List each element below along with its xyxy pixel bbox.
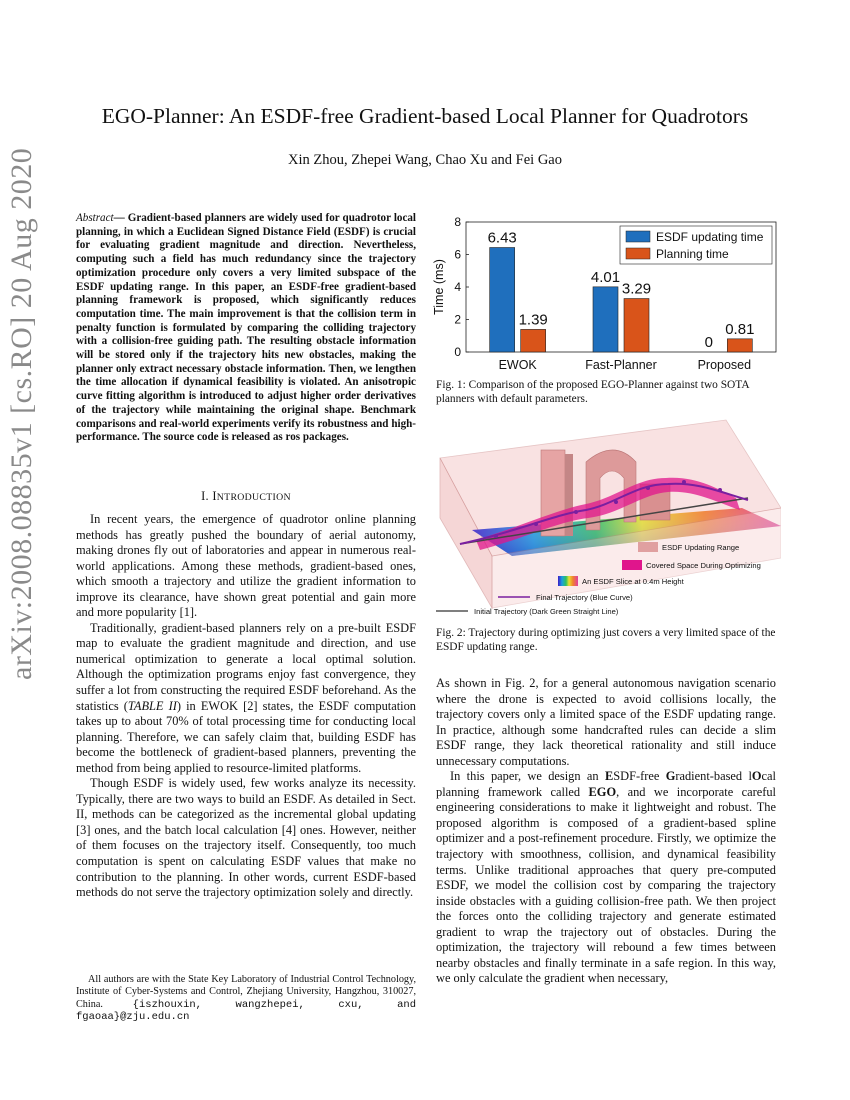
y-tick-label: 2 (454, 312, 461, 327)
legend-label: ESDF updating time (656, 230, 764, 244)
abstract (76, 212, 416, 445)
fig2-trajectory-figure (436, 418, 781, 618)
fig1-caption: Fig. 1: Comparison of the proposed EGO-Planner against two SOTA planners with default parameters. (436, 379, 749, 405)
paragraph: Though ESDF is widely used, few works analyze its necessity. Typically, there are two ways to build an ESDF. As detailed in Sect. II, methods can be categorized as the incremental global updating [3] ones, and the batch local calculation [4] ones. However, neither of them focuses on the trajectory itself. Consequently, too much computation is spent on calculating ESDF values that make no contribution to the planning. In other words, current ESDF-based methods do not serve the trajectory optimization solely and directly. (76, 776, 416, 900)
data-label: 4.01 (590, 268, 621, 286)
x-tick-label: EWOK (498, 358, 537, 372)
legend-label: Initial Trajectory (Dark Green Straight Line) (474, 607, 619, 616)
bar-esdf-updating-time (490, 248, 515, 352)
fig2-caption: Fig. 2: Trajectory during optimizing just covers a very limited space of the ESDF updating range. (436, 627, 776, 653)
legend-label: Planning time (656, 247, 729, 261)
left-body-text (76, 512, 416, 901)
legend-swatch (558, 576, 578, 586)
paragraph: As shown in Fig. 2, for a general autonomous navigation scenario where the drone is expected to avoid collisions locally, the trajectory covers only a limited space of the ESDF updating range. In practice, although some handcrafted rules can decide a slim ESDF range, they lack theoretical rationality and still induce unnecessary computations. (436, 676, 776, 768)
section-heading-introduction: I. INTRODUCTION (201, 489, 291, 503)
table-reference: TABLE II (127, 698, 177, 713)
arxiv-identifier-stamp: arXiv:2008.08835v1 [cs.RO] 20 Aug 2020 (5, 147, 38, 680)
abstract-label: Abstract (76, 212, 114, 224)
legend-swatch (638, 542, 658, 552)
y-tick-label: 8 (454, 215, 461, 229)
y-tick-label: 6 (454, 247, 461, 262)
x-tick-label: Fast-Planner (585, 358, 657, 372)
bar-esdf-updating-time (593, 287, 618, 352)
legend-swatch (626, 248, 650, 259)
author-list: Xin Zhou, Zhepei Wang, Chao Xu and Fei Gao (287, 152, 562, 168)
paragraph: In this paper, we design an ESDF-free Gradient-based lOcal planning framework called EGO, and we incorporate careful engineering considerations to make it lightweight and robust. The proposed algorithm is composed of a gradient-based spline optimizer and a post-refinement procedure. Firstly, we optimize the trajectory with smoothness, collision, and dynamical feasibility terms. Unlike traditional approaches that query pre-computed ESDF, we model the collision cost by comparing the trajectory inside obstacles with a guiding collision-free path. We then project the forces onto the colliding trajectory and generate estimated gradient to wrap the trajectory out of obstacles. During the optimization, the trajectory will rebound a few times between nearby obstacles and finally terminate in a safe region. In this way, we only calculate the gradient when necessary, (436, 769, 776, 986)
y-tick-label: 0 (454, 345, 461, 359)
bar-planning-time (624, 299, 649, 352)
bar-planning-time (521, 329, 546, 352)
footnote: All authors are with the State Key Laboratory of Industrial Control Technology, Institute of Cyber-Systems and Control, Zhejiang University, Hangzhou, 310027, China. {iszhouxin, wangzhepei, cxu, and fgaoaa}@zju.edu.cn (76, 974, 416, 1024)
data-label: 0.81 (725, 320, 755, 338)
abstract-text: — Gradient-based planners are widely used for quadrotor local planning, in which a Euclidean Signed Distance Field (ESDF) is crucial for evaluating gradient magnitude and direction. Nevertheless, computing such a field has much redundancy since the trajectory optimization procedure only covers a very limited subspace of the ESDF updating range. In this paper, an ESDF-free gradient-based planning framework is proposed, which significantly reduces computation time. The main improvement is that the collision term in penalty function is formulated by comparing the colliding trajectory with a collision-free guiding path. The resulting obstacle information will be stored only if the trajectory hits new obstacles, making the planner only extract necessary obstacle information. Then, we lengthen the time allocation if dynamical feasibility is violated. An anisotropic curve fitting algorithm is introduced to adjust higher order derivatives of the trajectory while maintaining the original shape. Benchmark comparisons and real-world experiments verify its robustness and high-performance. The source code is released as ros packages. (76, 212, 416, 444)
legend-label: Final Trajectory (Blue Curve) (536, 593, 633, 602)
paper-title: EGO-Planner: An ESDF-free Gradient-based Local Planner for Quadrotors (101, 104, 749, 128)
fig1-bar-chart (430, 210, 780, 382)
paragraph: In recent years, the emergence of quadrotor online planning methods has greatly pushed the boundary of aerial autonomy, making drones fly out of laboratories and appear in numerous real-world applications. Among these methods, gradient-based ones, which smooth a trajectory and utilize the gradient information to improve its clearance, have shown great potential and gain more and more popularity [1]. (76, 512, 416, 620)
y-tick-label: 4 (454, 280, 461, 294)
legend-label: Covered Space During Optimizing (646, 561, 761, 570)
right-body-text (436, 676, 776, 987)
data-label: 1.39 (518, 311, 548, 329)
x-tick-label: Proposed (697, 358, 752, 372)
legend-label: An ESDF Slice at 0.4m Height (582, 577, 684, 586)
legend-swatch (626, 231, 650, 242)
data-label: 6.43 (487, 229, 517, 247)
paragraph: Traditionally, gradient-based planners rely on a pre-built ESDF map to evaluate the gradient magnitude and direction, and use numerical optimization to generate a local optimal solution. Although the optimization programs enjoy fast convergence, they suffer a lot from constructing the required ESDF beforehand. As the statistics (TABLE II) in EWOK [2] states, the ESDF computation takes up to about 70% of total processing time for conducting local planning. Therefore, we can safely claim that, building ESDF has become the bottleneck of gradient-based planners, preventing the method from being applied to resource-limited platforms. (76, 620, 417, 775)
data-label: 0 (704, 334, 714, 351)
y-axis-label: Time (ms) (432, 259, 446, 315)
data-label: 3.29 (621, 280, 652, 298)
legend-swatch (622, 560, 642, 570)
legend-label: ESDF Updating Range (662, 543, 740, 552)
bar-planning-time (727, 339, 752, 352)
author-emails: {iszhouxin, wangzhepei, cxu, and fgaoaa}@zju.edu.cn (76, 998, 416, 1024)
